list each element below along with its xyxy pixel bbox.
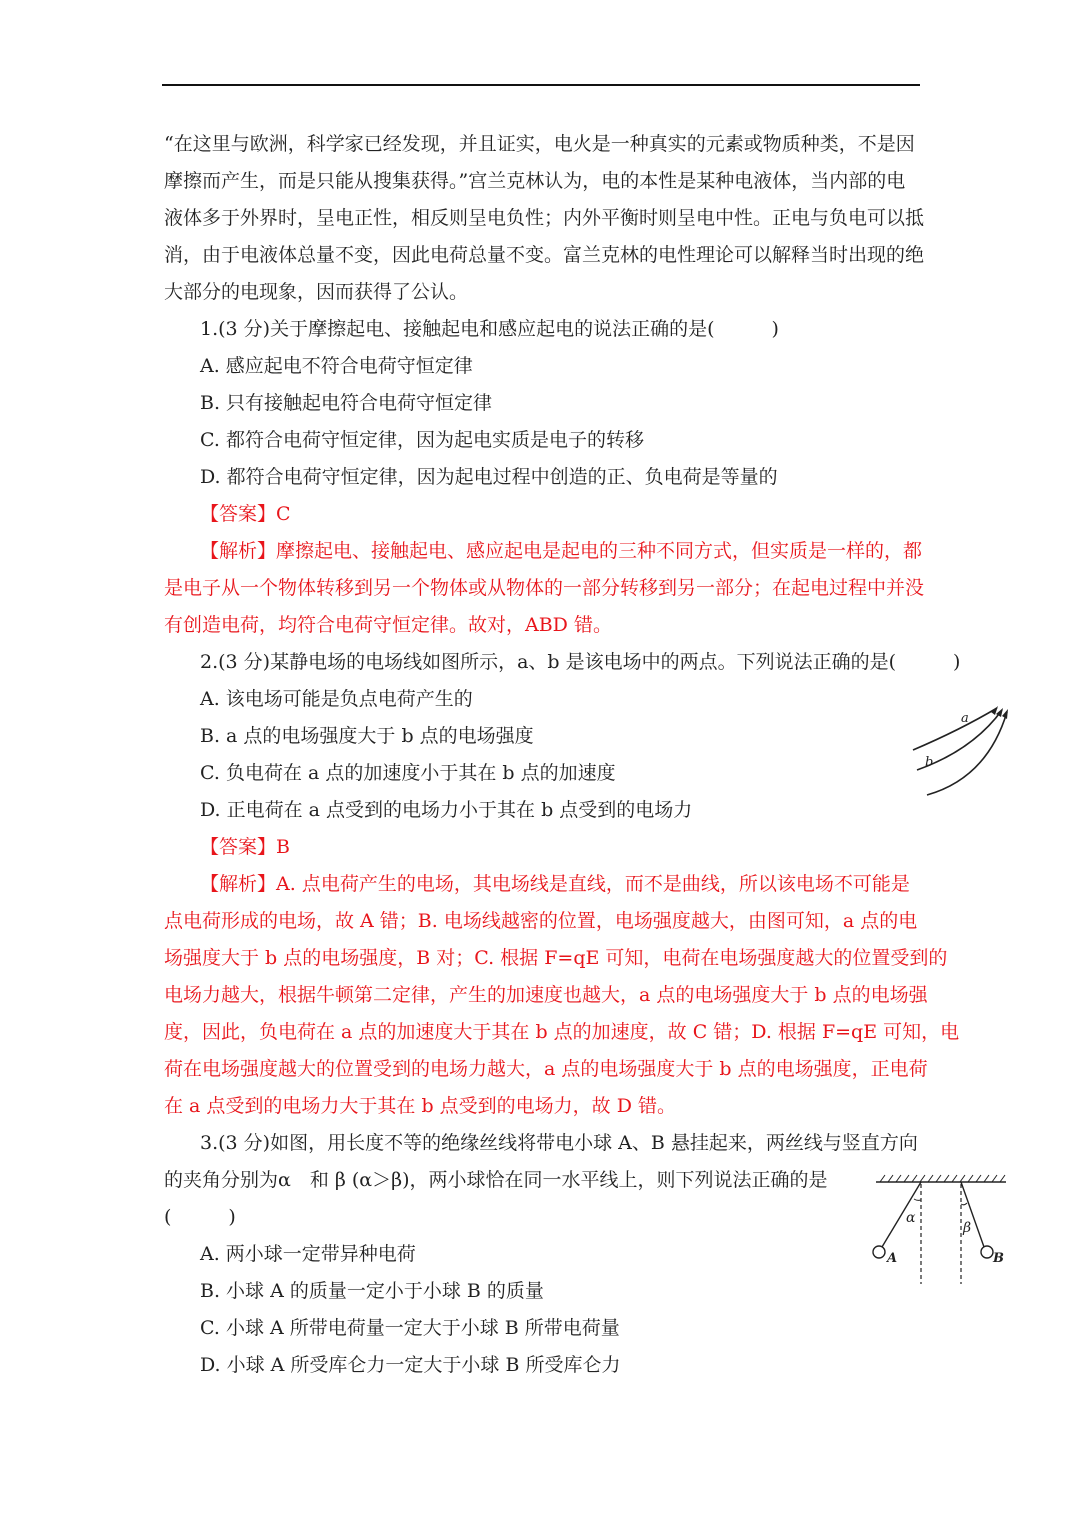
intro-line: 大部分的电现象，因而获得了公认。 <box>164 281 469 303</box>
q2-analysis-line: 电场力越大，根据牛顿第二定律，产生的加速度也越大，a 点的电场强度大于 b 点的电场强 <box>164 984 928 1006</box>
hanging-charged-balls-figure <box>868 1172 1013 1290</box>
ball-a <box>873 1246 885 1258</box>
angle-arc-alpha <box>914 1199 921 1200</box>
point-b-label: b <box>925 755 934 770</box>
ceiling-hatching <box>880 1175 1005 1182</box>
q2-option-d: D. 正电荷在 a 点受到的电场力小于其在 b 点受到的电场力 <box>200 799 693 821</box>
q2-analysis-line: 点电荷形成的电场，故 A 错；B. 电场线越密的位置，电场强度越大，由图可知，a 点的电 <box>164 910 918 932</box>
q3-option-d: D. 小球 A 所受库仑力一定大于小球 B 所受库仑力 <box>200 1354 621 1376</box>
q2-analysis-line: 在 a 点受到的电场力大于其在 b 点受到的电场力，故 D 错。 <box>164 1095 676 1117</box>
field-line <box>913 708 997 750</box>
q1-option-b: B. 只有接触起电符合电荷守恒定律 <box>200 392 493 414</box>
analysis-text: 摩擦起电、接触起电、感应起电是起电的三种不同方式，但实质是一样的，都 <box>276 540 923 562</box>
question-3-stem: ( ) <box>164 1206 236 1228</box>
q3-option-b: B. 小球 A 的质量一定小于小球 B 的质量 <box>200 1280 544 1302</box>
q2-analysis-line: 场强度大于 b 点的电场强度，B 对；C. 根据 F=qE 可知，电荷在电场强度越大的位置受到的 <box>164 947 948 969</box>
ball-b-label: B <box>993 1251 1004 1266</box>
answer-value: B <box>276 836 290 858</box>
alpha-label: α <box>906 1210 916 1226</box>
analysis-tag: 【解析】 <box>200 873 277 895</box>
q1-option-a: A. 感应起电不符合电荷守恒定律 <box>200 355 473 377</box>
ball-a-label: A <box>887 1251 898 1266</box>
intro-line: 消，由于电液体总量不变，因此电荷总量不变。富兰克林的电性理论可以解释当时出现的绝 <box>164 244 925 266</box>
answer-tag: 【答案】 <box>200 836 277 858</box>
analysis-tag: 【解析】 <box>200 540 277 562</box>
intro-line: 液体多于外界时，呈电正性，相反则呈电负性；内外平衡时则呈电中性。正电与负电可以抵 <box>164 207 925 229</box>
arrow-head <box>1002 709 1008 719</box>
answer-value: C <box>276 503 291 525</box>
q2-analysis-line: 度，因此，负电荷在 a 点的加速度大于其在 b 点的加速度，故 C 错；D. 根据 F=qE 可知，电 <box>164 1021 960 1043</box>
point-a-label: a <box>961 711 969 726</box>
header-rule <box>162 84 920 86</box>
q2-option-c: C. 负电荷在 a 点的加速度小于其在 b 点的加速度 <box>200 762 616 784</box>
q1-answer <box>200 501 291 527</box>
q1-analysis-line: 有创造电荷，均符合电荷守恒定律。故对，ABD 错。 <box>164 614 612 636</box>
question-3-stem: 3.(3 分)如图，用长度不等的绝缘丝线将带电小球 A、B 悬挂起来，两丝线与竖直方向 <box>200 1132 918 1154</box>
electric-field-lines-figure <box>905 700 1015 805</box>
answer-tag: 【答案】 <box>200 503 277 525</box>
q1-analysis-line <box>200 538 922 564</box>
q2-analysis-line <box>200 871 910 897</box>
question-1-stem: 1.(3 分)关于摩擦起电、接触起电和感应起电的说法正确的是( ) <box>200 318 779 340</box>
beta-label: β <box>963 1220 972 1236</box>
angle-arc-beta <box>961 1203 967 1205</box>
thread-b <box>961 1182 984 1247</box>
q2-answer <box>200 834 290 860</box>
q3-option-c: C. 小球 A 所带电荷量一定大于小球 B 所带电荷量 <box>200 1317 620 1339</box>
q2-option-b: B. a 点的电场强度大于 b 点的电场强度 <box>200 725 534 747</box>
q2-option-a: A. 该电场可能是负点电荷产生的 <box>200 688 473 710</box>
intro-line: “在这里与欧洲，科学家已经发现，并且证实，电火是一种真实的元素或物质种类，不是因 <box>164 133 915 155</box>
ball-b <box>981 1246 993 1258</box>
q1-option-c: C. 都符合电荷守恒定律，因为起电实质是电子的转移 <box>200 429 644 451</box>
q1-option-d: D. 都符合电荷守恒定律，因为起电过程中创造的正、负电荷是等量的 <box>200 466 778 488</box>
question-2-stem: 2.(3 分)某静电场的电场线如图所示，a、b 是该电场中的两点。下列说法正确的是( ) <box>200 651 961 673</box>
intro-line: 摩擦而产生，而是只能从搜集获得。”宫兰克林认为，电的本性是某种电液体，当内部的电 <box>164 170 906 192</box>
question-3-stem: 的夹角分别为α 和 β (α＞β)，两小球恰在同一水平线上，则下列说法正确的是 <box>164 1169 828 1191</box>
q1-analysis-line: 是电子从一个物体转移到另一个物体或从物体的一部分转移到另一部分；在起电过程中并没 <box>164 577 925 599</box>
analysis-text: A. 点电荷产生的电场，其电场线是直线，而不是曲线，所以该电场不可能是 <box>276 873 910 895</box>
q2-analysis-line: 荷在电场强度越大的位置受到的电场力越大，a 点的电场强度大于 b 点的电场强度，正电荷 <box>164 1058 928 1080</box>
q3-option-a: A. 两小球一定带异种电荷 <box>200 1243 416 1265</box>
